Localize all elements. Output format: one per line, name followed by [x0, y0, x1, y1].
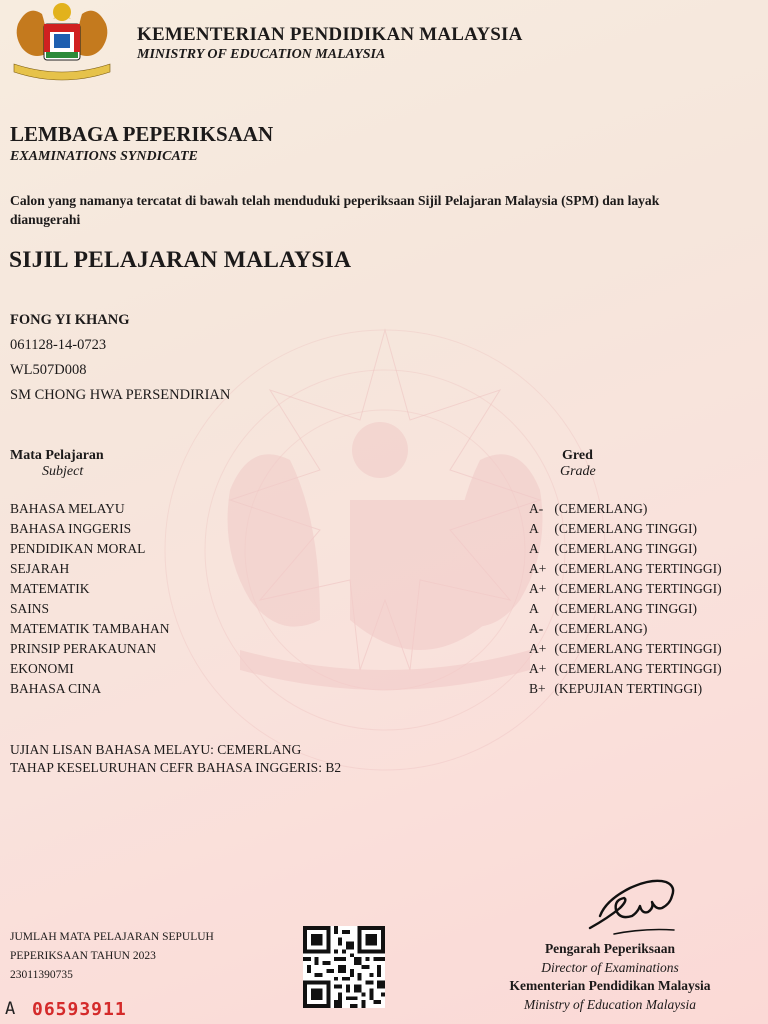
director-ministry-en: Ministry of Education Malaysia	[523, 996, 697, 1012]
exam-year: PEPERIKSAAN TAHUN 2023	[10, 950, 156, 962]
grade-row	[529, 499, 722, 519]
serial-letter: A	[5, 999, 16, 1019]
director-title-en: Director of Examinations	[541, 959, 679, 975]
grade-code: A+	[529, 641, 547, 656]
grade-description: (CEMERLANG)	[554, 501, 648, 516]
grade-description: (CEMERLANG TERTINGGI)	[554, 661, 722, 676]
ministry-title-en: MINISTRY OF EDUCATION MALAYSIA	[137, 47, 386, 62]
grade-description: (CEMERLANG TERTINGGI)	[554, 561, 722, 576]
candidate-index-number: WL507D008	[10, 362, 87, 378]
subject-row: MATEMATIK	[10, 581, 90, 596]
grade-row	[529, 679, 722, 699]
director-block	[450, 940, 768, 1014]
subject-row: BAHASA INGGERIS	[10, 521, 132, 536]
grade-description: (CEMERLANG)	[554, 621, 648, 636]
grade-column-subheader: Grade	[560, 464, 596, 479]
grade-code: A+	[529, 581, 547, 596]
grade-column-header: Gred	[562, 448, 593, 463]
certificate-title: SIJIL PELAJARAN MALAYSIA	[9, 247, 352, 273]
grade-code: A+	[529, 661, 547, 676]
grade-code: A	[529, 601, 539, 616]
grade-code: B+	[529, 681, 546, 696]
syndicate-title-en: EXAMINATIONS SYNDICATE	[10, 149, 198, 164]
grade-row	[529, 619, 722, 639]
signature-icon	[584, 876, 688, 936]
subject-row: SEJARAH	[10, 561, 70, 576]
grade-code: A-	[529, 501, 544, 516]
subject-row: SAINS	[10, 601, 50, 616]
grade-list	[529, 499, 722, 699]
grade-row	[529, 539, 722, 559]
subject-row: MATEMATIK TAMBAHAN	[10, 621, 170, 636]
director-title-ms: Pengarah Peperiksaan	[544, 941, 676, 956]
grade-row	[529, 639, 722, 659]
subject-row: PRINSIP PERAKAUNAN	[10, 641, 157, 656]
grade-row	[529, 519, 722, 539]
malaysia-coat-of-arms-icon	[6, 2, 118, 86]
subject-list	[10, 499, 170, 699]
grade-code: A-	[529, 621, 544, 636]
footer-info	[10, 928, 214, 985]
grade-description: (CEMERLANG TINGGI)	[554, 601, 697, 616]
subject-column-header: Mata Pelajaran	[10, 448, 104, 463]
cefr-english-result: TAHAP KESELURUHAN CEFR BAHASA INGGERIS: B2	[10, 760, 342, 775]
subject-row: BAHASA MELAYU	[10, 501, 125, 516]
grade-row	[529, 659, 722, 679]
grade-row	[529, 579, 722, 599]
ministry-title-ms: KEMENTERIAN PENDIDIKAN MALAYSIA	[137, 24, 523, 45]
candidate-ic-number: 061128-14-0723	[10, 337, 107, 353]
subject-row: BAHASA CINA	[10, 681, 102, 696]
subject-column-subheader: Subject	[42, 464, 84, 479]
grade-code: A+	[529, 561, 547, 576]
grade-description: (CEMERLANG TERTINGGI)	[554, 581, 722, 596]
syndicate-title-ms: LEMBAGA PEPERIKSAAN	[10, 122, 274, 146]
grade-row	[529, 599, 722, 619]
grade-description: (CEMERLANG TINGGI)	[554, 521, 697, 536]
grade-description: (CEMERLANG TINGGI)	[554, 541, 697, 556]
grade-description: (CEMERLANG TERTINGGI)	[554, 641, 722, 656]
oral-results	[10, 741, 341, 777]
grade-code: A	[529, 541, 539, 556]
subject-row: EKONOMI	[10, 661, 74, 676]
candidate-school: SM CHONG HWA PERSENDIRIAN	[10, 387, 231, 403]
grade-description: (KEPUJIAN TERTINGGI)	[554, 681, 703, 696]
subject-row: PENDIDIKAN MORAL	[10, 541, 146, 556]
grade-row	[529, 559, 722, 579]
serial-number: 06593911	[32, 999, 127, 1020]
reference-number: 23011390735	[10, 969, 73, 981]
grade-code: A	[529, 521, 539, 536]
candidate-name: FONG YI KHANG	[10, 312, 130, 328]
bm-oral-result: UJIAN LISAN BAHASA MELAYU: CEMERLANG	[10, 742, 302, 757]
total-subjects: JUMLAH MATA PELAJARAN SEPULUH	[10, 931, 214, 943]
declaration-text: Calon yang namanya tercatat di bawah telah menduduki peperiksaan Sijil Pelajaran Malaysia (SPM) dan layak dianugerahi	[10, 193, 660, 227]
director-ministry-ms: Kementerian Pendidikan Malaysia	[509, 978, 711, 993]
qr-code-icon	[303, 926, 385, 1008]
